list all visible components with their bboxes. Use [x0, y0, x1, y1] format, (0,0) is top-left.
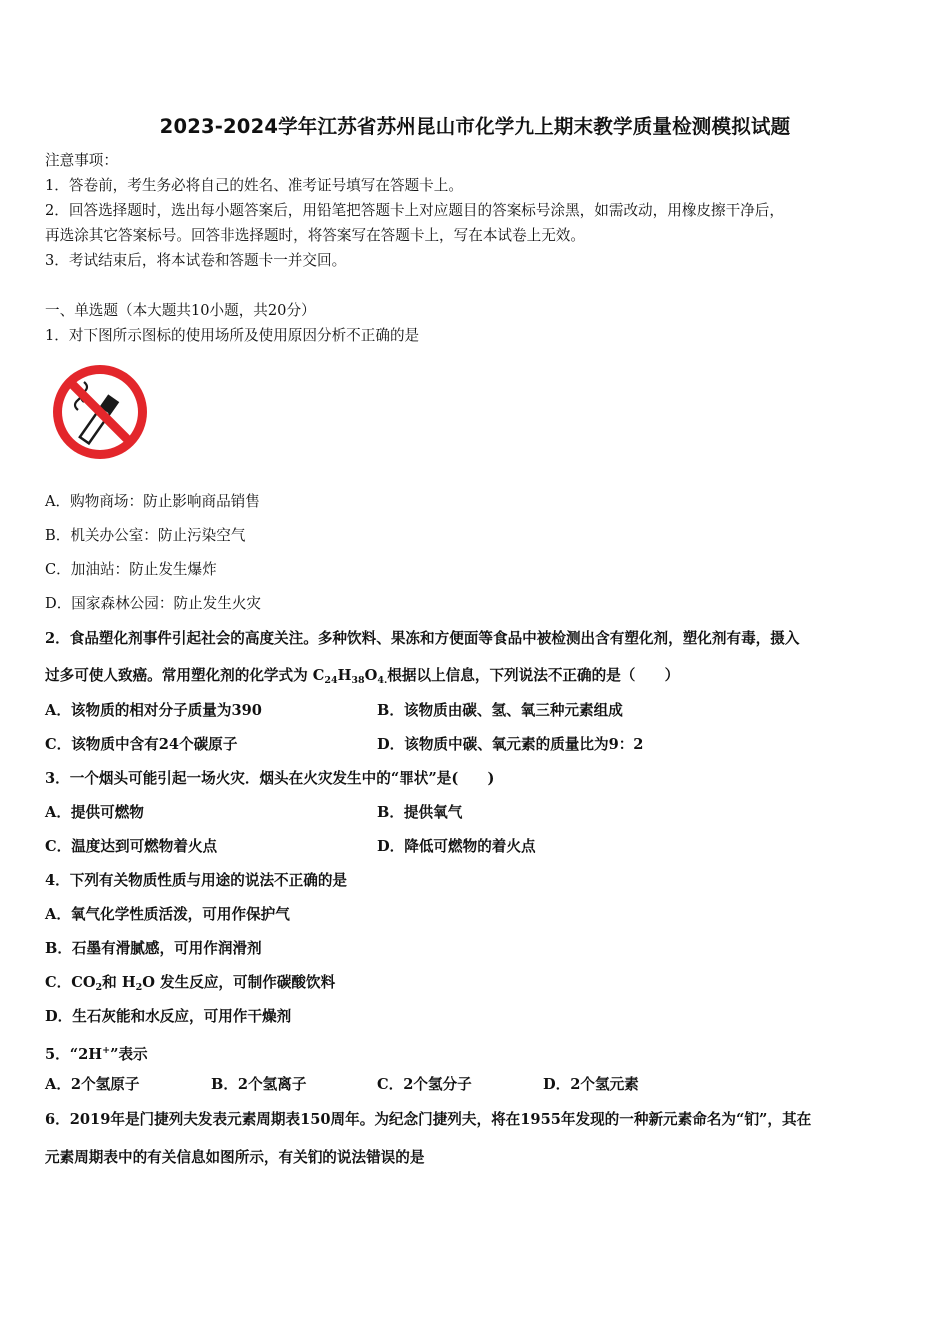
- q4-option-d: D．生石灰能和水反应，可用作干燥剂: [45, 1008, 292, 1025]
- q1-stem: 1．对下图所示图标的使用场所及使用原因分析不正确的是: [45, 327, 420, 344]
- formula-sub-4: 4.: [377, 675, 388, 686]
- q5-option-c: C．2个氢分子: [377, 1076, 472, 1093]
- notice-heading: 注意事项：: [45, 152, 118, 169]
- q5-stem-text-a: 5．“2H: [45, 1046, 103, 1063]
- q2-stem-text-a: 过多可使人致癌。常用塑化剂的化学式为 C: [45, 667, 325, 684]
- q4-option-a: A．氧气化学性质活泼，可用作保护气: [45, 906, 290, 923]
- page-title: 2023-2024学年江苏省苏州昆山市化学九上期末教学质量检测模拟试题: [159, 115, 791, 138]
- q3-stem: 3．一个烟头可能引起一场火灾．烟头在火灾发生中的“罪状”是( ): [45, 770, 495, 787]
- q1-option-a: A．购物商场：防止影响商品销售: [45, 493, 260, 510]
- q6-stem-line2: 元素周期表中的有关信息如图所示，有关钔的说法错误的是: [45, 1149, 425, 1166]
- notice-item-1: 1．答卷前，考生务必将自己的姓名、准考证号填写在答题卡上。: [45, 177, 463, 194]
- notice-item-2: 2．回答选择题时，选出每小题答案后，用铅笔把答题卡上对应题目的答案标号涂黑，如需改动，用橡皮擦干净后，: [45, 202, 784, 219]
- q3-option-b: B．提供氧气: [377, 804, 463, 821]
- formula-h: H: [337, 667, 352, 684]
- q2-option-a: A．该物质的相对分子质量为390: [45, 702, 262, 719]
- q2-stem-line1: 2．食品塑化剂事件引起社会的高度关注。多种饮料、果冻和方便面等食品中被检测出含有塑化剂，塑化剂有毒，摄入: [45, 630, 800, 647]
- q5-option-a: A．2个氢原子: [45, 1076, 140, 1093]
- q4-stem: 4．下列有关物质性质与用途的说法不正确的是: [45, 872, 348, 889]
- formula-o: O: [364, 667, 378, 684]
- q4-option-c: [45, 973, 335, 998]
- no-smoking-icon: [50, 362, 150, 462]
- notice-item-2-cont: 再选涂其它答案标号。回答非选择题时，将答案写在答题卡上，写在本试卷上无效。: [45, 227, 585, 244]
- q1-option-b: B．机关办公室：防止污染空气: [45, 527, 246, 544]
- q4-option-c-text-c: O 发生反应，可制作碳酸饮料: [142, 974, 336, 991]
- formula-sub-38: 38: [351, 675, 365, 686]
- q5-option-d: D．2个氢元素: [543, 1076, 639, 1093]
- q2-option-c: C．该物质中含有24个碳原子: [45, 736, 238, 753]
- formula-sub-24: 24: [324, 675, 338, 686]
- q1-option-c: C．加油站：防止发生爆炸: [45, 561, 217, 578]
- q4-option-c-text-a: C．CO: [45, 974, 96, 991]
- q3-option-a: A．提供可燃物: [45, 804, 144, 821]
- q1-option-d: D．国家森林公园：防止发生火灾: [45, 595, 262, 612]
- section-heading: 一、单选题（本大题共10小题，共20分）: [45, 302, 316, 319]
- formula-sub-2: 2: [95, 982, 103, 993]
- q2-stem-line2: [45, 666, 679, 691]
- q5-option-b: B．2个氢离子: [211, 1076, 307, 1093]
- q6-stem-line1: 6．2019年是门捷列夫发表元素周期表150周年。为纪念门捷列夫，将在1955年发现的一种新元素命名为“钔”，其在: [45, 1111, 812, 1128]
- q4-option-c-text-b: 和 H: [102, 974, 136, 991]
- q5-stem-text-b: ”表示: [110, 1046, 148, 1063]
- q2-stem-text-b: 根据以上信息，下列说法不正确的是（ ）: [387, 667, 680, 684]
- ion-charge-sup: +: [102, 1045, 111, 1056]
- q5-stem: [45, 1041, 148, 1065]
- q2-option-d: D．该物质中碳、氧元素的质量比为9：2: [377, 736, 644, 753]
- q3-option-c: C．温度达到可燃物着火点: [45, 838, 218, 855]
- formula-sub-2b: 2: [135, 982, 143, 993]
- q2-option-b: B．该物质由碳、氢、氧三种元素组成: [377, 702, 623, 719]
- notice-item-3: 3．考试结束后，将本试卷和答题卡一并交回。: [45, 252, 347, 269]
- q3-option-d: D．降低可燃物的着火点: [377, 838, 536, 855]
- q4-option-b: B．石墨有滑腻感，可用作润滑剂: [45, 940, 262, 957]
